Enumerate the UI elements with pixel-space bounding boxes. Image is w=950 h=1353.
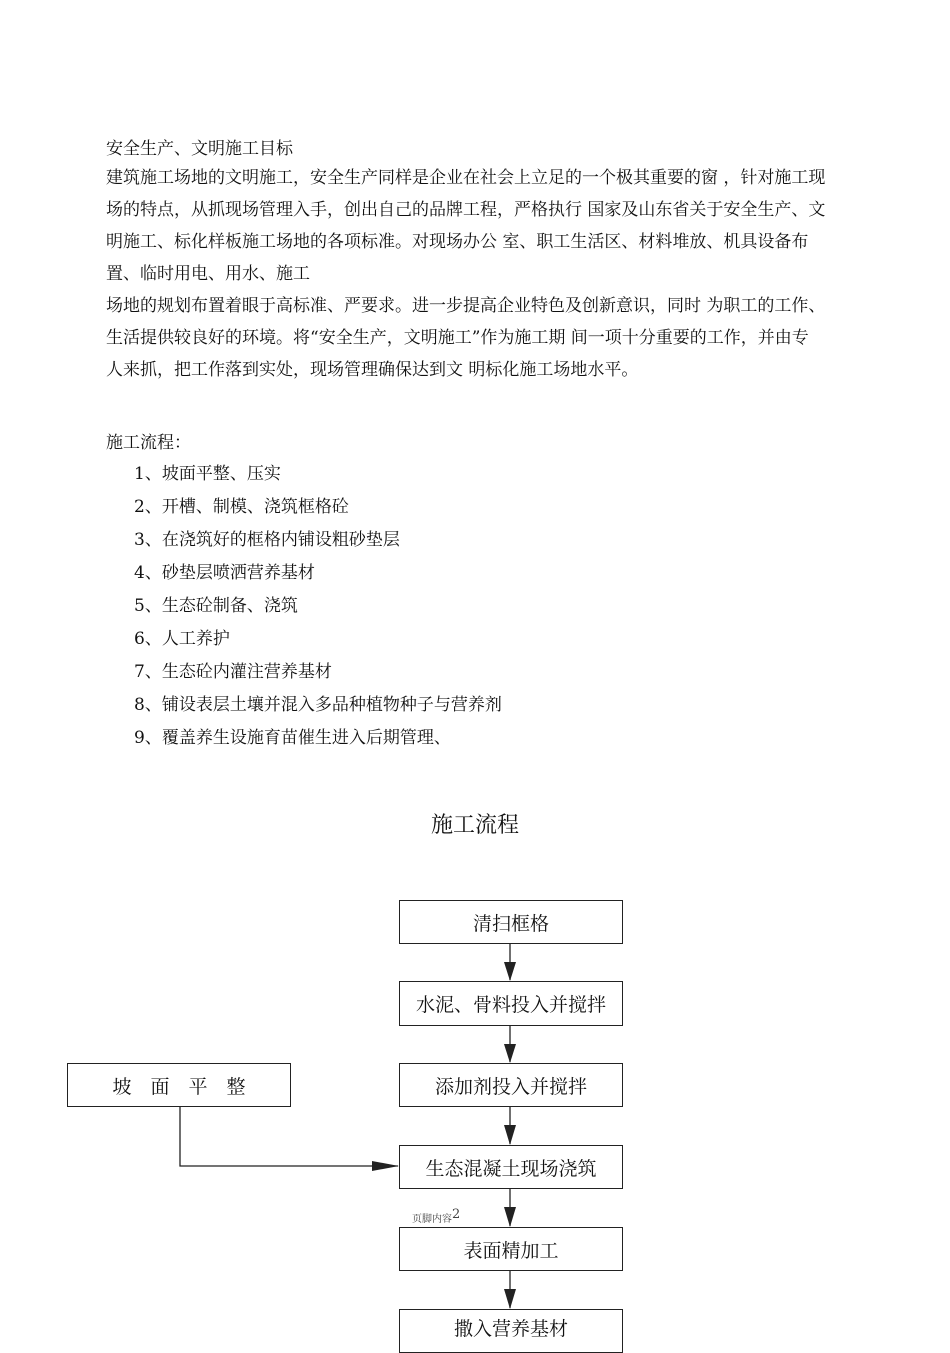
page-footer — [412, 1207, 461, 1226]
para1-line: 建筑施工场地的文明施工，安全生产同样是企业在社会上立足的一个极其重要的窗 ，针对施工现 — [106, 168, 826, 188]
process-heading: 施工流程： — [106, 433, 191, 453]
para2-line: 生活提供较良好的环境。将“安全生产，文明施工”作为施工期 间一项十分重要的工作，并由专 — [106, 328, 809, 348]
list-item: 1、坡面平整、压实 — [134, 464, 281, 484]
list-item: 2、开槽、制模、浇筑框格砼 — [134, 497, 349, 517]
list-item: 7、生态砼内灌注营养基材 — [134, 662, 332, 682]
arrowhead — [504, 962, 516, 981]
para2-line: 人来抓，把工作落到实处，现场管理确保达到文 明标化施工场地水平。 — [106, 360, 639, 380]
footer-text: 页脚内容 — [412, 1214, 452, 1225]
para1-line: 明施工、标化样板施工场地的各项标准。对现场办公 室、职工生活区、材料堆放、机具设备布 — [106, 232, 809, 252]
arrowhead — [504, 1044, 516, 1063]
para2-line: 场地的规划布置着眼于高标准、严要求。进一步提高企业特色及创新意识，同时 为职工的工作、 — [106, 296, 826, 316]
arrowhead — [504, 1125, 516, 1145]
list-item: 8、铺设表层土壤并混入多品种植物种子与营养剂 — [134, 695, 502, 715]
arrowhead — [504, 1207, 516, 1227]
flow-box-additive: 添加剂投入并搅拌 — [399, 1063, 623, 1107]
flow-box-slope-leveling: 坡 面 平 整 — [67, 1063, 291, 1107]
para1-line: 场的特点，从抓现场管理入手，创出自己的品牌工程，严格执行 国家及山东省关于安全生产、文 — [106, 200, 826, 220]
list-item: 6、人工养护 — [134, 629, 230, 649]
arrowhead — [504, 1289, 516, 1309]
flow-box-surface-finish: 表面精加工 — [399, 1227, 623, 1271]
flow-box-nutrient: 撒入营养基材 — [399, 1309, 623, 1353]
list-item: 4、砂垫层喷洒营养基材 — [134, 563, 315, 583]
flow-box-concrete-pour: 生态混凝土现场浇筑 — [399, 1145, 623, 1189]
flow-box-cement-aggregate: 水泥、骨料投入并搅拌 — [399, 981, 623, 1026]
list-item: 9、覆盖养生设施育苗催生进入后期管理、 — [134, 728, 451, 748]
arrowhead — [372, 1161, 399, 1171]
list-item: 3、在浇筑好的框格内铺设粗砂垫层 — [134, 530, 400, 550]
flow-box-clean-frame: 清扫框格 — [399, 900, 623, 944]
para1-line: 置、临时用电、用水、施工 — [106, 264, 310, 284]
flowchart-title: 施工流程 — [430, 813, 519, 838]
section-heading: 安全生产、文明施工目标 — [106, 139, 293, 159]
page-number: 2 — [452, 1207, 461, 1222]
list-item: 5、生态砼制备、浇筑 — [134, 596, 298, 616]
